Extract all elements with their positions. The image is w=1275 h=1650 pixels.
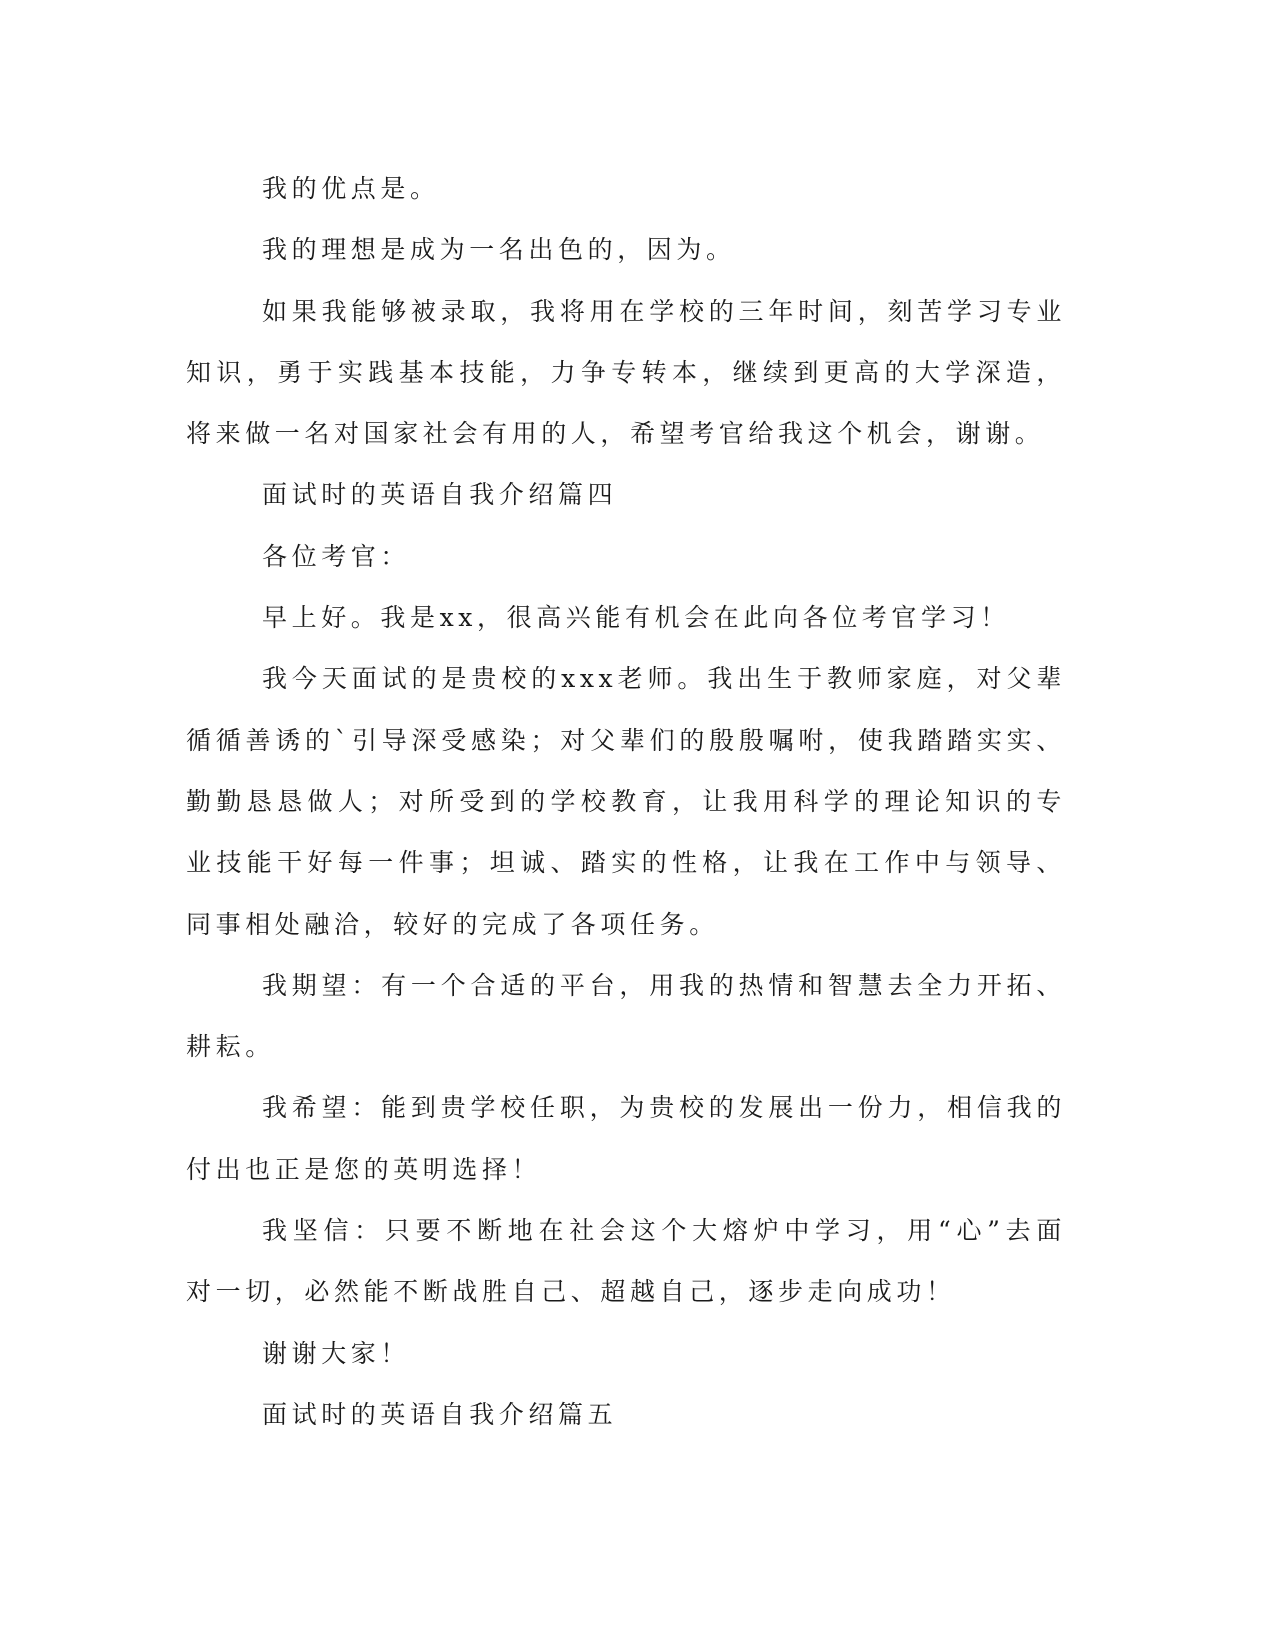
paragraph-background: 我今天面试的是贵校的xxx老师。我出生于教师家庭，对父辈循循善诱的`引导深受感染；对父辈们的殷殷嘱咐，使我踏踏实实、勤勤恳恳做人；对所受到的学校教育，让我用科学的理论知识的专业技能干好每一件事；坦诚、踏实的性格，让我在工作中与领导、同事相处融洽，较好的完成了各项任务。	[186, 664, 1066, 939]
document-body	[186, 158, 1066, 1445]
paragraph-admission-plan: 如果我能够被录取，我将用在学校的三年时间，刻苦学习专业知识，勇于实践基本技能，力争专转本，继续到更高的大学深造，将来做一名对国家社会有用的人，希望考官给我这个机会，谢谢。	[186, 296, 1066, 449]
paragraph-ideal: 我的理想是成为一名出色的，因为。	[262, 235, 736, 265]
section-heading-part-four: 面试时的英语自我介绍篇四	[262, 480, 618, 510]
section-heading-part-five: 面试时的英语自我介绍篇五	[262, 1399, 618, 1429]
paragraph-belief: 我坚信：只要不断地在社会这个大熔炉中学习，用“心”去面对一切，必然能不断战胜自己、超越自己，逐步走向成功！	[186, 1216, 1066, 1307]
paragraph-greeting: 早上好。我是xx，很高兴能有机会在此向各位考官学习！	[262, 603, 1010, 633]
paragraph-hope: 我希望：能到贵学校任职，为贵校的发展出一份力，相信我的付出也正是您的英明选择！	[186, 1093, 1066, 1184]
paragraph-strengths: 我的优点是。	[262, 174, 440, 203]
paragraph-expectation: 我期望：有一个合适的平台，用我的热情和智慧去全力开拓、耕耘。	[186, 970, 1066, 1062]
paragraph-thanks: 谢谢大家！	[262, 1338, 411, 1368]
paragraph-salutation: 各位考官：	[262, 541, 411, 571]
